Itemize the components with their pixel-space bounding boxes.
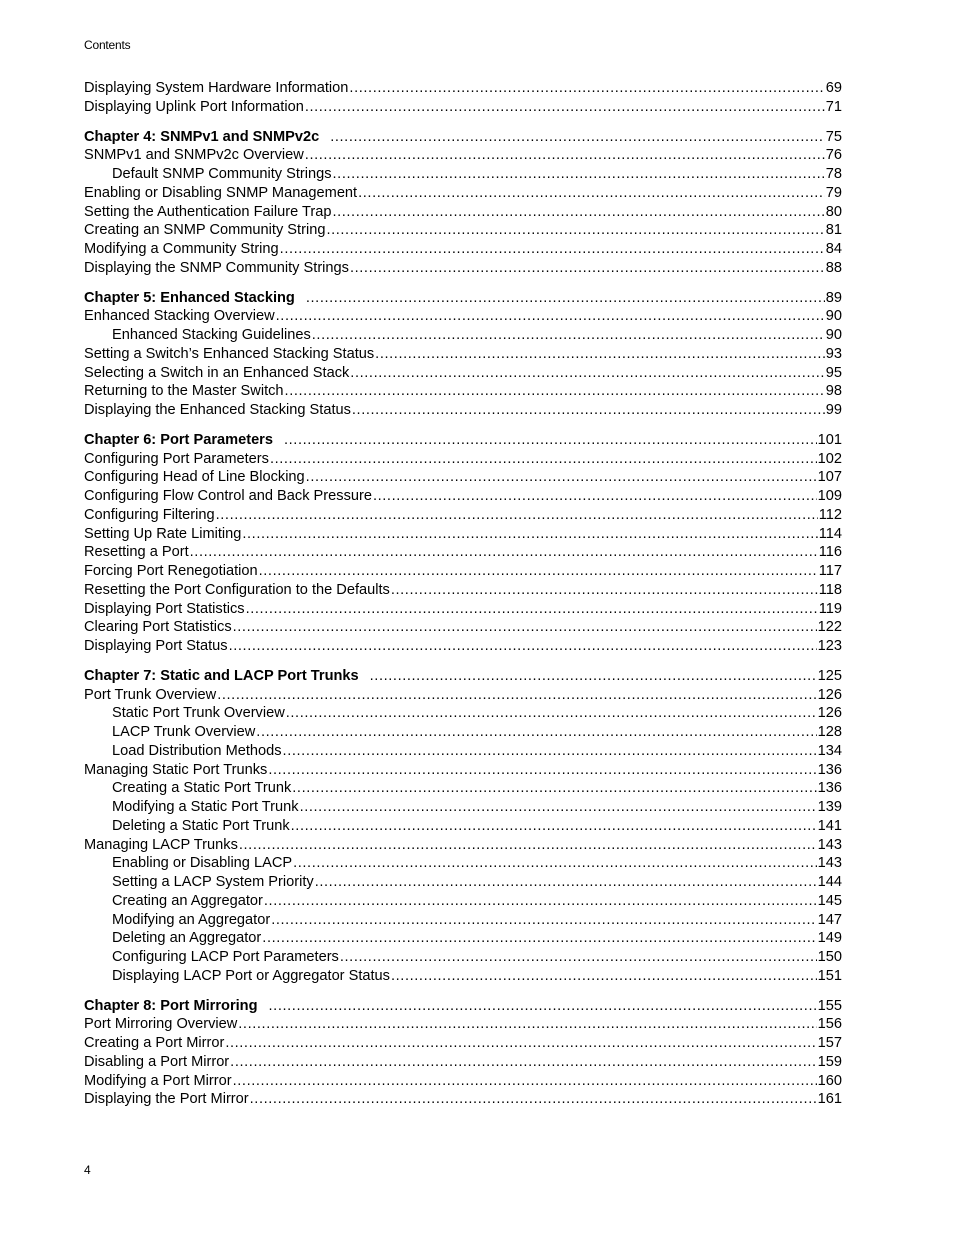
dot-leader — [315, 873, 817, 892]
dot-leader — [349, 79, 824, 98]
toc-entry[interactable] — [84, 543, 842, 562]
toc-entry-page: 88 — [825, 259, 842, 276]
toc-entry[interactable] — [84, 79, 842, 98]
dot-leader — [333, 165, 825, 184]
toc-entry-title: Displaying the Enhanced Stacking Status — [84, 402, 351, 418]
toc-entry-page: 98 — [825, 383, 842, 400]
table-of-contents — [84, 79, 842, 1109]
toc-entry-title: Managing LACP Trunks — [84, 836, 238, 853]
toc-entry-title: Static Port Trunk Overview — [112, 705, 285, 722]
toc-entry[interactable] — [84, 798, 842, 817]
toc-entry-page: 150 — [817, 949, 842, 965]
toc-entry-title: Displaying Port Statistics — [84, 600, 245, 617]
dot-leader — [373, 487, 817, 506]
toc-entry-title: Displaying the SNMP Community Strings — [84, 259, 349, 276]
dot-leader — [239, 836, 817, 855]
toc-entry[interactable] — [84, 873, 842, 892]
toc-entry-title: Deleting a Static Port Trunk — [112, 817, 290, 834]
toc-entry-title: Creating an SNMP Community String — [84, 222, 326, 239]
toc-entry-title: Displaying System Hardware Information — [84, 80, 349, 96]
dot-leader — [262, 929, 816, 948]
dot-leader — [375, 345, 825, 364]
toc-entry-page: 143 — [817, 836, 842, 853]
toc-entry[interactable] — [84, 450, 842, 469]
toc-entry-page: 90 — [825, 327, 842, 343]
toc-entry-title: Creating a Static Port Trunk — [112, 780, 292, 797]
toc-entry-page: 157 — [817, 1035, 842, 1051]
toc-entry[interactable] — [84, 742, 842, 761]
toc-entry[interactable] — [84, 600, 842, 619]
toc-entry-title: Chapter 8: Port Mirroring — [84, 997, 258, 1014]
toc-entry-title: Configuring Filtering — [84, 506, 215, 523]
toc-entry-title: Setting a LACP System Priority — [112, 874, 314, 890]
toc-entry-title: Port Mirroring Overview — [84, 1016, 238, 1033]
toc-entry[interactable] — [84, 562, 842, 581]
toc-entry[interactable] — [84, 184, 842, 203]
dot-leader — [326, 221, 824, 240]
toc-entry[interactable] — [84, 146, 842, 165]
toc-chapter-entry[interactable] — [84, 997, 842, 1016]
toc-entry-page: 69 — [825, 80, 842, 96]
toc-entry[interactable] — [84, 326, 842, 345]
toc-entry-title: Resetting the Port Configuration to the Defaults — [84, 581, 390, 598]
dot-leader — [229, 637, 817, 656]
running-head: Contents — [84, 38, 131, 52]
toc-entry-title: Setting Up Rate Limiting — [84, 525, 242, 542]
toc-entry-page: 114 — [818, 525, 842, 542]
toc-entry-title: Load Distribution Methods — [112, 742, 282, 759]
dot-leader — [230, 1053, 816, 1072]
toc-entry-title: Displaying Port Status — [84, 638, 228, 654]
toc-entry-title: Chapter 5: Enhanced Stacking — [84, 289, 295, 306]
toc-entry-page: 139 — [817, 799, 842, 815]
toc-entry-title: Setting the Authentication Failure Trap — [84, 203, 332, 220]
toc-entry[interactable] — [84, 259, 842, 278]
dot-leader — [238, 1015, 816, 1034]
toc-entry[interactable] — [84, 382, 842, 401]
toc-entry[interactable] — [84, 240, 842, 259]
toc-entry-title: Configuring Flow Control and Back Pressure — [84, 488, 372, 504]
page-number: 4 — [84, 1163, 91, 1177]
toc-entry[interactable] — [84, 1015, 842, 1034]
toc-entry-title: Forcing Port Renegotiation — [84, 563, 258, 579]
toc-entry-page: 151 — [817, 967, 842, 984]
dot-leader — [340, 948, 817, 967]
toc-entry-page: 116 — [818, 544, 842, 561]
toc-entry[interactable] — [84, 686, 842, 705]
toc-entry-page: 161 — [817, 1091, 842, 1108]
dot-leader — [305, 146, 825, 165]
toc-entry-title: Disabling a Port Mirror — [84, 1053, 230, 1070]
toc-entry-page: 145 — [817, 892, 842, 909]
toc-entry-title: Displaying LACP Port or Aggregator Status — [112, 967, 390, 984]
toc-entry-page: 136 — [817, 780, 842, 797]
toc-entry-title: Displaying the Port Mirror — [84, 1091, 249, 1108]
dot-leader — [358, 184, 825, 203]
toc-entry-page: 123 — [817, 638, 842, 654]
toc-entry-title: Modifying an Aggregator — [112, 911, 271, 928]
toc-entry-page: 156 — [817, 1016, 842, 1033]
toc-entry-page: 93 — [825, 345, 842, 362]
toc-entry-page: 143 — [817, 855, 842, 872]
toc-entry[interactable] — [84, 165, 842, 184]
dot-leader — [269, 997, 817, 1016]
toc-entry-page: 141 — [817, 817, 842, 834]
toc-entry-page: 118 — [818, 581, 842, 598]
toc-entry[interactable] — [84, 637, 842, 656]
toc-entry-page: 84 — [825, 241, 842, 257]
toc-entry[interactable] — [84, 704, 842, 723]
toc-entry-title: Chapter 4: SNMPv1 and SNMPv2c — [84, 128, 320, 145]
toc-entry-title: Setting a Switch’s Enhanced Stacking Status — [84, 345, 375, 362]
toc-entry-title: Enabling or Disabling LACP — [112, 855, 293, 872]
dot-leader — [350, 364, 824, 383]
toc-entry[interactable] — [84, 401, 842, 420]
toc-entry-title: Creating an Aggregator — [112, 892, 263, 909]
toc-entry-page: 126 — [817, 705, 842, 722]
dot-leader — [305, 98, 825, 117]
toc-entry-page: 78 — [825, 166, 842, 182]
toc-entry-page: 76 — [825, 147, 842, 164]
toc-entry-title: Chapter 6: Port Parameters — [84, 431, 273, 448]
toc-entry-page: 95 — [825, 364, 842, 381]
dot-leader — [242, 525, 817, 544]
toc-entry-page: 126 — [817, 686, 842, 703]
toc-entry[interactable] — [84, 836, 842, 855]
toc-entry-page: 107 — [817, 469, 842, 486]
toc-entry-page: 81 — [825, 222, 842, 239]
toc-entry-page: 101 — [817, 431, 842, 448]
toc-entry-title: LACP Trunk Overview — [112, 724, 256, 740]
toc-entry[interactable] — [84, 817, 842, 836]
toc-entry-page: 119 — [818, 600, 842, 617]
dot-leader — [216, 506, 818, 525]
toc-entry[interactable] — [84, 98, 842, 117]
toc-entry-page: 128 — [817, 724, 842, 740]
dot-leader — [286, 704, 817, 723]
toc-entry-title: Default SNMP Community Strings — [112, 166, 332, 182]
toc-entry-title: Selecting a Switch in an Enhanced Stack — [84, 364, 350, 381]
toc-entry-page: 90 — [825, 308, 842, 325]
toc-entry-title: SNMPv1 and SNMPv2c Overview — [84, 147, 304, 164]
toc-entry-title: Deleting an Aggregator — [112, 930, 262, 947]
toc-entry[interactable] — [84, 506, 842, 525]
dot-leader — [291, 817, 817, 836]
dot-leader — [352, 401, 825, 420]
toc-entry-page: 71 — [825, 98, 842, 115]
dot-leader — [300, 798, 817, 817]
toc-entry-page: 136 — [817, 761, 842, 778]
toc-entry[interactable] — [84, 1072, 842, 1091]
toc-entry-title: Enhanced Stacking Overview — [84, 308, 275, 325]
toc-entry-title: Configuring Head of Line Blocking — [84, 469, 305, 486]
dot-leader — [391, 967, 817, 986]
dot-leader — [225, 1034, 816, 1053]
dot-leader — [280, 240, 825, 259]
toc-entry-page: 79 — [825, 184, 842, 201]
toc-entry-page: 160 — [817, 1072, 842, 1089]
toc-entry-title: Enabling or Disabling SNMP Management — [84, 184, 358, 201]
toc-entry[interactable] — [84, 581, 842, 600]
toc-entry[interactable] — [84, 929, 842, 948]
toc-entry[interactable] — [84, 779, 842, 798]
toc-entry-page: 122 — [817, 619, 842, 636]
toc-entry-page: 125 — [817, 667, 842, 684]
toc-entry[interactable] — [84, 723, 842, 742]
toc-entry[interactable] — [84, 345, 842, 364]
toc-entry-page: 75 — [825, 128, 842, 145]
toc-entry[interactable] — [84, 203, 842, 222]
toc-entry-page: 102 — [817, 450, 842, 467]
toc-entry-title: Modifying a Static Port Trunk — [112, 799, 299, 815]
dot-leader — [285, 382, 825, 401]
toc-entry-title: Enhanced Stacking Guidelines — [112, 327, 311, 343]
toc-entry[interactable] — [84, 468, 842, 487]
dot-leader — [264, 892, 817, 911]
dot-leader — [246, 600, 818, 619]
toc-entry[interactable] — [84, 1090, 842, 1109]
dot-leader — [190, 543, 818, 562]
dot-leader — [217, 686, 816, 705]
toc-entry-page: 147 — [817, 911, 842, 928]
toc-entry[interactable] — [84, 761, 842, 780]
toc-entry[interactable] — [84, 1053, 842, 1072]
dot-leader — [250, 1090, 817, 1109]
toc-entry[interactable] — [84, 911, 842, 930]
toc-entry[interactable] — [84, 221, 842, 240]
toc-entry-page: 99 — [825, 402, 842, 418]
toc-chapter-entry[interactable] — [84, 667, 842, 686]
toc-entry-title: Chapter 7: Static and LACP Port Trunks — [84, 667, 359, 684]
toc-entry-title: Modifying a Port Mirror — [84, 1072, 232, 1089]
toc-entry[interactable] — [84, 948, 842, 967]
toc-chapter-entry[interactable] — [84, 431, 842, 450]
toc-entry-page: 144 — [817, 874, 842, 890]
toc-entry[interactable] — [84, 618, 842, 637]
toc-entry-title: Configuring LACP Port Parameters — [112, 949, 339, 965]
dot-leader — [306, 468, 817, 487]
toc-entry-page: 89 — [825, 289, 842, 306]
toc-entry-title: Modifying a Community String — [84, 241, 279, 257]
toc-entry-title: Managing Static Port Trunks — [84, 761, 268, 778]
dot-leader — [330, 128, 825, 147]
toc-entry-page: 149 — [817, 930, 842, 947]
dot-leader — [332, 203, 824, 222]
toc-entry[interactable] — [84, 364, 842, 383]
toc-entry-page: 155 — [817, 997, 842, 1014]
dot-leader — [276, 307, 825, 326]
toc-entry-page: 109 — [817, 488, 842, 504]
toc-entry-title: Displaying Uplink Port Information — [84, 98, 304, 115]
toc-entry[interactable] — [84, 1034, 842, 1053]
toc-entry[interactable] — [84, 487, 842, 506]
toc-entry[interactable] — [84, 892, 842, 911]
toc-entry[interactable] — [84, 967, 842, 986]
dot-leader — [233, 618, 817, 637]
dot-leader — [312, 326, 825, 345]
dot-leader — [271, 911, 816, 930]
dot-leader — [306, 289, 825, 308]
toc-entry-page: 80 — [825, 203, 842, 220]
dot-leader — [293, 854, 817, 873]
dot-leader — [391, 581, 818, 600]
toc-entry-title: Resetting a Port — [84, 544, 189, 561]
toc-entry-title: Configuring Port Parameters — [84, 450, 269, 467]
dot-leader — [259, 562, 818, 581]
toc-entry-page: 134 — [817, 742, 842, 759]
dot-leader — [283, 742, 817, 761]
dot-leader — [270, 450, 817, 469]
toc-entry-title: Port Trunk Overview — [84, 686, 217, 703]
toc-chapter-entry[interactable] — [84, 128, 842, 147]
toc-entry[interactable] — [84, 854, 842, 873]
dot-leader — [284, 431, 817, 450]
dot-leader — [292, 779, 816, 798]
dot-leader — [268, 761, 816, 780]
toc-entry-page: 112 — [818, 506, 842, 523]
toc-chapter-entry[interactable] — [84, 289, 842, 308]
dot-leader — [370, 667, 817, 686]
dot-leader — [233, 1072, 817, 1091]
toc-entry[interactable] — [84, 525, 842, 544]
toc-entry-title: Clearing Port Statistics — [84, 619, 232, 636]
toc-entry-page: 117 — [818, 563, 842, 579]
toc-entry[interactable] — [84, 307, 842, 326]
dot-leader — [350, 259, 825, 278]
toc-entry-title: Creating a Port Mirror — [84, 1035, 225, 1051]
toc-entry-title: Returning to the Master Switch — [84, 383, 284, 400]
toc-entry-page: 159 — [817, 1053, 842, 1070]
dot-leader — [256, 723, 816, 742]
